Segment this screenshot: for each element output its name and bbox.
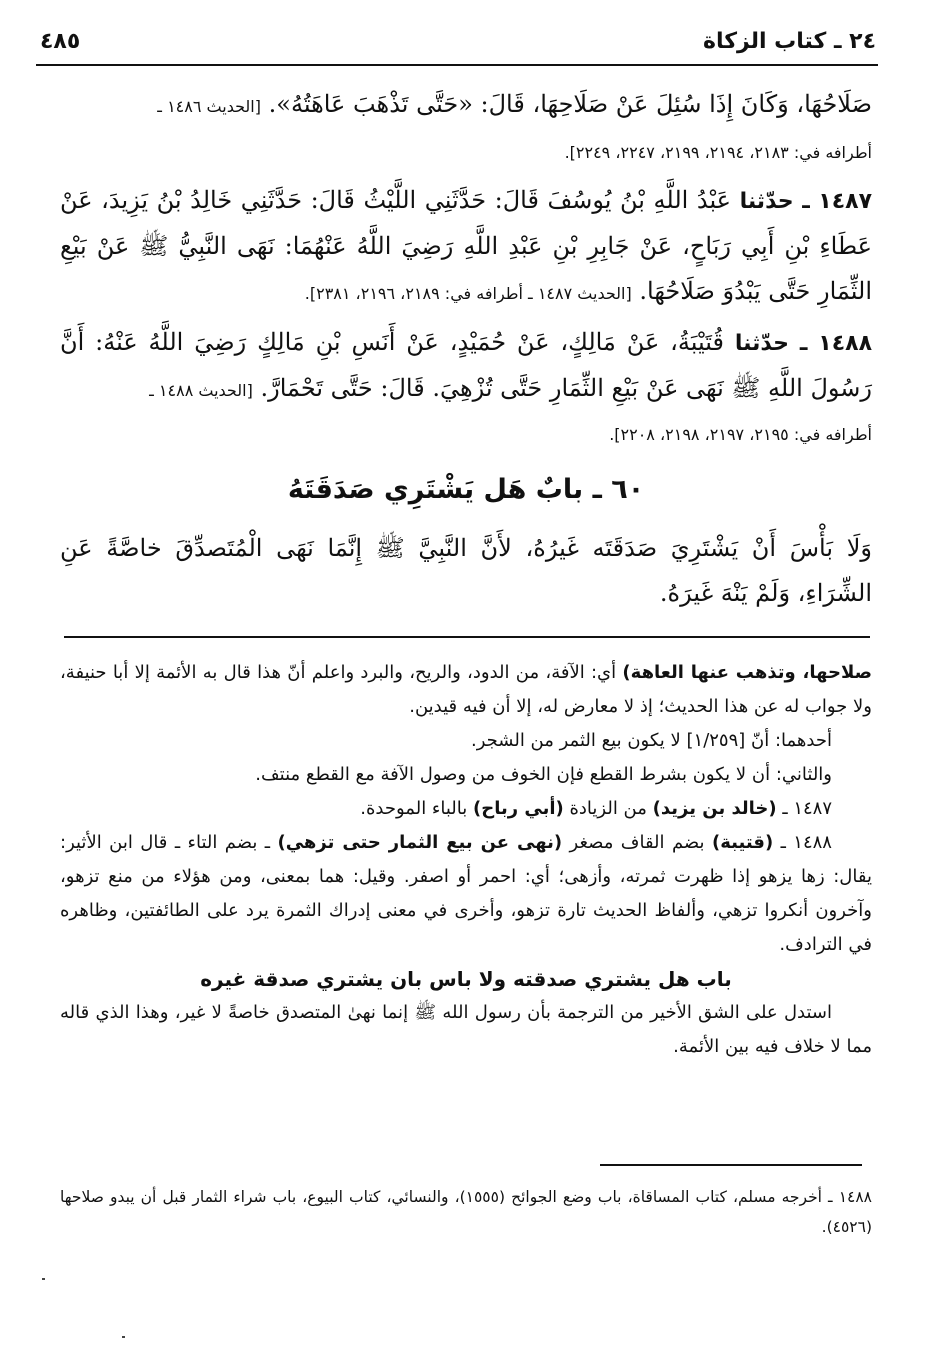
commentary-1487-number: ١٤٨٧ ـ (782, 798, 832, 819)
scan-speck (122, 1336, 125, 1338)
footnote-rule (600, 1164, 862, 1166)
commentary-1487-lemma-b: (أبي رباح) (473, 798, 564, 819)
commentary-1488-lemma-b: (نهى عن بيع الثمار حتى تزهي) (277, 832, 563, 853)
hadith-1488-number: ١٤٨٨ ـ حدّثنا (734, 331, 872, 356)
commentary-para-1488 (60, 826, 872, 962)
commentary-1488-mid: بضم القاف مصغر (569, 832, 705, 853)
page-number: ٤٨٥ (40, 28, 81, 54)
hadith-1486-text: صَلَاحُهَا، وَكَانَ إِذَا سُئِلَ عَنْ صَلَاحِهَا، قَالَ: «حَتَّى تَذْهَبَ عَاهَتُهُ». (268, 90, 872, 118)
bab-60-text: وَلَا بَأْسَ أَنْ يَشْتَرِيَ صَدَقَتَه غَيرُهُ، لأَنَّ النَّبِيَّ ﷺ إِنَّمَا نَهَى الْمُتَصدِّقَ خاصَّةً عَنِ الشِّرَاءِ، وَلَمْ يَنْهَ غَيرَهُ. (60, 534, 872, 607)
commentary-1487-mid: من الزيادة (569, 798, 647, 819)
page-header (40, 22, 876, 60)
hadith-1487-text: عَبْدُ اللَّهِ بْنُ يُوسُفَ قَالَ: حَدَّثَنِي اللَّيْثُ قَالَ: حَدَّثَنِي خَالِدُ بْنُ يَزِيدَ، عَنْ عَطَاءِ بْنِ أَبِي رَبَاحٍ، عَنْ جَابِرِ بْنِ عَبْدِ اللَّهِ رَضِيَ اللَّهُ عَنْهُمَا: نَهَى النَّبِيُّ ﷺ عَنْ بَيْعِ الثِّمَارِ حَتَّى يَبْدُوَ صَلَاحُهَا. (60, 186, 872, 305)
bab-60-heading: ٦٠ ـ بابٌ هَل يَشْتَرِي صَدَقَتَهُ (287, 474, 645, 505)
commentary-para-bab: استدل على الشق الأخير من الترجمة بأن رسول الله ﷺ إنما نهىٰ المتصدق خاصةً لا غير، وهذا الذي قاله مما لا خلاف فيه بين الأئمة. (60, 1002, 872, 1057)
commentary-lemma-1: صلاحها، وتذهب عنها العاهة) (622, 662, 873, 683)
hadith-1486-continuation (60, 82, 872, 129)
commentary-1487-end: بالباء الموحدة. (360, 798, 468, 819)
commentary-1488-lemma-a: (قتيبة) (711, 832, 774, 853)
commentary-para-3: والثاني: أن لا يكون بشرط القطع فإن الخوف من وصول الآفة مع القطع منتف. (255, 764, 832, 785)
hadith-1486-ref: [الحديث ١٤٨٦ ـ (157, 97, 261, 116)
hadith-1488-atraf: أطرافه في: ٢١٩٥، ٢١٩٧، ٢١٩٨، ٢٢٠٨]. (609, 425, 872, 444)
commentary-1488-number: ١٤٨٨ ـ (780, 832, 832, 853)
hadith-1487 (60, 178, 872, 316)
scan-speck (42, 1278, 45, 1280)
hadith-1487-number: ١٤٨٧ ـ حدّثنا (739, 189, 873, 214)
hadith-1487-ref: [الحديث ١٤٨٧ ـ أطرافه في: ٢١٨٩، ٢١٩٦، ٢٣٨١]. (304, 284, 632, 303)
commentary-bab-heading: باب هل يشتري صدقته ولا باس بان يشتري صدقة غيره (200, 967, 732, 991)
header-rule (36, 64, 878, 66)
commentary-para-2: أحدهما: أنّ [١/٢٥٩] لا يكون بيع الثمر من الشجر. (471, 730, 832, 751)
commentary-1487-lemma-a: (خالد بن يزيد) (652, 798, 777, 819)
commentary (60, 656, 872, 1064)
hadith-1486-atraf: أطرافه في: ٢١٨٣، ٢١٩٤، ٢١٩٩، ٢٢٤٧، ٢٢٤٩]. (564, 143, 872, 162)
commentary-para-1487 (60, 792, 872, 826)
commentary-1488-end: ـ بضم التاء ـ قال ابن الأثير: يقال: زها يزهو إذا ظهرت ثمرته، وأزهى؛ أي: احمر أو اصفر. وقيل: هما بمعنى، ومن هؤلاء من منع تزهو، وآخرون أنكروا تزهي، وألفاظ الحديث تارة تزهو، وأخرى في معنى إدراك الثمرة يرد على الطائفتين، وظاهره في الترادف. (60, 832, 872, 955)
commentary-text-1: أي: الآفة، من الدود، والريح، والبرد واعلم أنّ هذا قال به الأئمة إلا أبا حنيفة، ولا جواب له عن هذا الحديث؛ إذ لا معارض له، إلا أن فيه قيدين. (60, 662, 872, 717)
chapter-title: ٢٤ ـ كتاب الزكاة (702, 28, 876, 54)
hadith-1488-text: قُتَيْبَةُ، عَنْ مَالِكٍ، عَنْ حُمَيْدٍ، عَنْ أَنَسِ بْنِ مَالِكٍ رَضِيَ اللَّهُ عَنْهُ: أَنَّ رَسُولَ اللَّهِ ﷺ نَهَى عَنْ بَيْعِ الثِّمَارِ حَتَّى تُزْهِيَ. قَالَ: حَتَّى تَحْمَارَّ. (60, 328, 872, 402)
commentary-para-1 (60, 656, 872, 724)
footnote: ١٤٨٨ ـ أخرجه مسلم، كتاب المساقاة، باب وضع الجوائح (١٥٥٥)، والنسائي، كتاب البيوع، باب شراء الثمار قبل أن يبدو صلاحها (٤٥٢٦). (60, 1188, 872, 1236)
sharh-divider (64, 636, 870, 638)
hadith-1488-ref: [الحديث ١٤٨٨ ـ (149, 381, 253, 400)
hadith-1488 (60, 320, 872, 413)
